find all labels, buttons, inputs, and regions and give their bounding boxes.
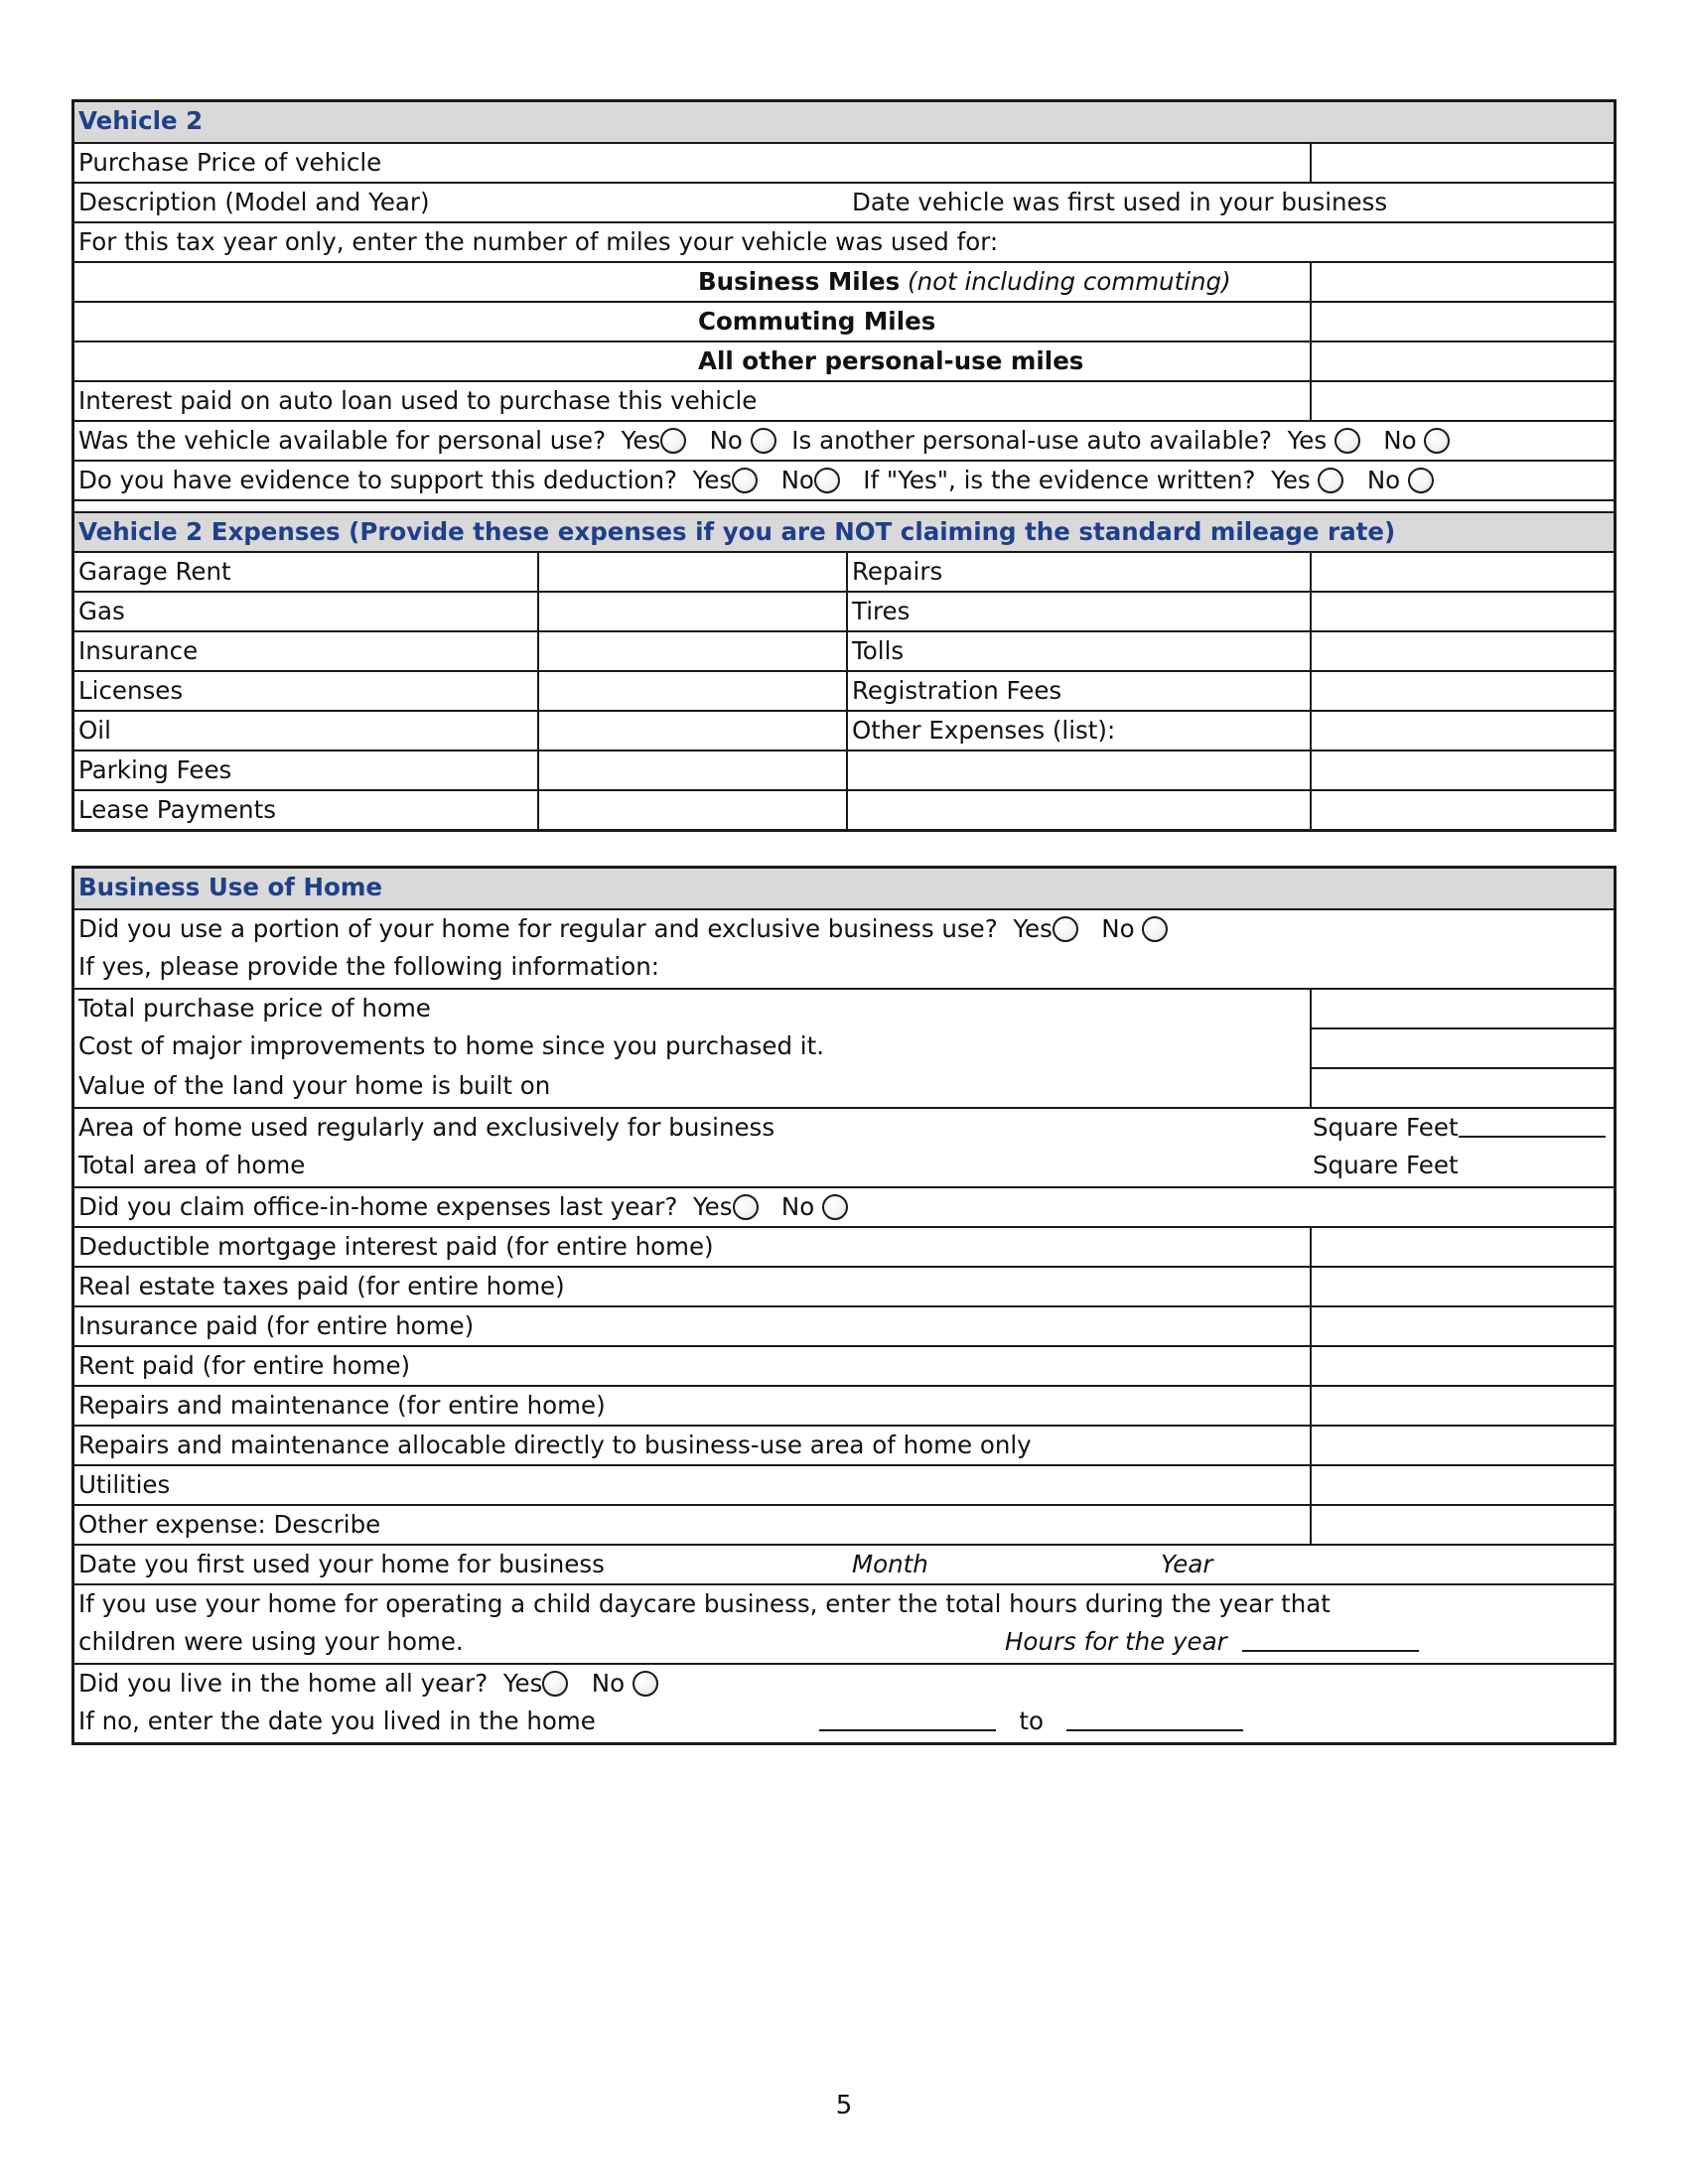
expense-row	[74, 551, 1614, 591]
live-all-year-yes-radio[interactable]	[542, 1671, 568, 1697]
home-expense-label: Rent paid (for entire home)	[78, 1351, 411, 1380]
expense-label-left: Parking Fees	[78, 755, 232, 784]
home-expense-field[interactable]	[1310, 1347, 1614, 1385]
area-total-label: Total area of home	[78, 1151, 306, 1179]
no-label: No	[1366, 466, 1401, 494]
expense-amount-left[interactable]	[537, 672, 848, 710]
daycare-row-2	[74, 1623, 1614, 1663]
vehicle2-header	[74, 102, 1614, 142]
written-yes-radio[interactable]	[1318, 468, 1343, 493]
business-miles-label: Business Miles	[698, 267, 901, 296]
expense-row	[74, 750, 1614, 789]
no-label: No	[591, 1669, 626, 1698]
expense-label-left: Lease Payments	[78, 795, 276, 824]
yes-label: Yes	[1013, 914, 1053, 943]
regular-use-no-radio[interactable]	[1142, 916, 1168, 942]
expense-label-right: Tires	[852, 597, 911, 625]
expense-row	[74, 710, 1614, 750]
expense-row	[74, 630, 1614, 670]
office-last-year-yes-radio[interactable]	[733, 1194, 759, 1220]
miles-intro-row	[74, 221, 1614, 261]
yes-label: Yes	[1271, 466, 1311, 494]
home-purchase-price-label: Total purchase price of home	[78, 994, 431, 1023]
month-label: Month	[852, 1550, 928, 1578]
written-no-radio[interactable]	[1408, 468, 1434, 493]
personal-use-row	[74, 420, 1614, 460]
home-section	[71, 866, 1617, 1745]
expense-amount-right[interactable]	[1310, 751, 1614, 789]
personal-miles-row	[74, 341, 1614, 380]
expense-row	[74, 591, 1614, 630]
home-expense-label: Utilities	[78, 1470, 171, 1499]
land-value-label: Value of the land your home is built on	[78, 1071, 551, 1100]
expenses-title: Vehicle 2 Expenses (Provide these expenses if you are NOT claiming the standard mileage rate)	[78, 517, 1396, 546]
home-expense-field[interactable]	[1310, 1506, 1614, 1544]
miles-intro-text: For this tax year only, enter the number of miles your vehicle was used for:	[78, 227, 999, 256]
expense-label-left: Oil	[78, 716, 111, 745]
expense-amount-right[interactable]	[1310, 632, 1614, 670]
live-all-year-no-radio[interactable]	[633, 1671, 658, 1697]
expense-label-left: Licenses	[78, 676, 184, 705]
no-label: No	[780, 1192, 815, 1221]
personal-use-question: Was the vehicle available for personal use?	[78, 426, 607, 455]
expense-label-left: Garage Rent	[78, 557, 231, 586]
daycare-row-1	[74, 1583, 1614, 1623]
expense-amount-left[interactable]	[537, 593, 848, 630]
purchase-price-row	[74, 142, 1614, 182]
expense-label-right: Other Expenses (list):	[852, 716, 1116, 745]
home-expense-field[interactable]	[1310, 1307, 1614, 1345]
home-expense-label: Deductible mortgage interest paid (for entire home)	[78, 1232, 714, 1261]
expense-row	[74, 789, 1614, 829]
if-yes-text: If yes, please provide the following information:	[78, 952, 659, 981]
home-expense-label: Repairs and maintenance (for entire home)	[78, 1391, 606, 1420]
interest-paid-label: Interest paid on auto loan used to purchase this vehicle	[78, 386, 758, 415]
expense-label-left: Insurance	[78, 636, 199, 665]
spacer-row	[74, 499, 1614, 511]
home-header	[74, 869, 1614, 908]
home-expense-field[interactable]	[1310, 1427, 1614, 1464]
evidence-yes-radio[interactable]	[732, 468, 758, 493]
hours-label: Hours for the year	[1005, 1627, 1227, 1656]
expense-label-cell	[846, 593, 1312, 630]
daycare-text-1: If you use your home for operating a child daycare business, enter the total hours during the year that	[78, 1589, 1331, 1618]
another-auto-yes-radio[interactable]	[1335, 428, 1360, 454]
date-first-used-label: Date you first used your home for business	[78, 1550, 605, 1578]
interest-paid-field[interactable]	[1310, 382, 1614, 420]
office-last-year-row	[74, 1186, 1614, 1226]
evidence-row	[74, 460, 1614, 499]
expense-amount-left[interactable]	[537, 791, 848, 829]
date-to-field[interactable]	[1066, 1706, 1243, 1731]
vehicle2-section	[71, 99, 1617, 832]
if-no-dates-row	[74, 1703, 1614, 1742]
expense-amount-right[interactable]	[1310, 553, 1614, 591]
home-expense-label: Real estate taxes paid (for entire home)	[78, 1272, 565, 1300]
purchase-price-label: Purchase Price of vehicle	[78, 148, 382, 177]
commuting-miles-row	[74, 301, 1614, 341]
expense-amount-right[interactable]	[1310, 672, 1614, 710]
land-value-field[interactable]	[1310, 1067, 1614, 1107]
evidence-no-radio[interactable]	[814, 468, 840, 493]
expense-amount-left[interactable]	[537, 751, 848, 789]
expense-amount-left[interactable]	[537, 553, 848, 591]
area-business-field[interactable]	[1459, 1112, 1606, 1138]
home-expense-row	[74, 1345, 1614, 1385]
area-total-row	[74, 1147, 1614, 1186]
regular-use-question: Did you use a portion of your home for regular and exclusive business use?	[78, 914, 998, 943]
expense-label-cell	[846, 553, 1312, 591]
written-question: If "Yes", is the evidence written?	[863, 466, 1256, 494]
home-expense-label: Other expense: Describe	[78, 1510, 381, 1539]
expense-amount-right[interactable]	[1310, 593, 1614, 630]
home-expense-row	[74, 1385, 1614, 1425]
purchase-price-field[interactable]	[1310, 144, 1614, 182]
home-expense-row	[74, 1305, 1614, 1345]
expense-amount-right[interactable]	[1310, 712, 1614, 750]
page-number: 5	[835, 2091, 853, 2120]
land-value-row	[74, 1067, 1614, 1107]
no-label: No	[1101, 914, 1135, 943]
expense-label-left: Gas	[78, 597, 125, 625]
expense-label-right: Registration Fees	[852, 676, 1062, 705]
another-auto-no-radio[interactable]	[1424, 428, 1450, 454]
square-feet-label: Square Feet	[1313, 1151, 1459, 1179]
personal-miles-field[interactable]	[1310, 342, 1614, 380]
no-label: No	[709, 426, 743, 455]
business-miles-field[interactable]	[1310, 263, 1614, 301]
home-expense-label: Insurance paid (for entire home)	[78, 1311, 475, 1340]
expense-label-right: Tolls	[852, 636, 905, 665]
yes-label: Yes	[692, 466, 733, 494]
expense-amount-left[interactable]	[537, 632, 848, 670]
business-miles-row	[74, 261, 1614, 301]
if-no-dates-label: If no, enter the date you lived in the home	[78, 1706, 596, 1735]
date-first-used-label: Date vehicle was first used in your business	[852, 188, 1388, 216]
home-expense-row	[74, 1266, 1614, 1305]
live-all-year-row	[74, 1663, 1614, 1703]
evidence-question: Do you have evidence to support this deduction?	[78, 466, 678, 494]
daycare-text-2: children were using your home.	[78, 1627, 464, 1656]
home-expense-row	[74, 1464, 1614, 1504]
home-title: Business Use of Home	[78, 873, 382, 901]
home-expense-field[interactable]	[1310, 1228, 1614, 1266]
yes-label: Yes	[1287, 426, 1328, 455]
personal-use-yes-radio[interactable]	[660, 428, 686, 454]
home-expense-field[interactable]	[1310, 1387, 1614, 1425]
business-miles-note: (not including commuting)	[908, 267, 1231, 296]
office-last-year-no-radio[interactable]	[822, 1194, 848, 1220]
description-row	[74, 182, 1614, 221]
date-first-used-row	[74, 1544, 1614, 1583]
vehicle2-title: Vehicle 2	[78, 106, 204, 135]
home-expense-row	[74, 1226, 1614, 1266]
another-auto-question: Is another personal-use auto available?	[791, 426, 1272, 455]
improvements-field[interactable]	[1310, 1027, 1614, 1067]
home-expense-label: Repairs and maintenance allocable directly to business-use area of home only	[78, 1431, 1032, 1459]
live-all-year-question: Did you live in the home all year?	[78, 1669, 489, 1698]
yes-label: Yes	[502, 1669, 543, 1698]
year-label: Year	[1161, 1550, 1213, 1578]
no-label: No	[1383, 426, 1417, 455]
area-business-label: Area of home used regularly and exclusively for business	[78, 1113, 775, 1142]
expense-label-cell	[846, 712, 1312, 750]
yes-label: Yes	[692, 1192, 733, 1221]
office-last-year-question: Did you claim office-in-home expenses last year?	[78, 1192, 678, 1221]
other-expense-field[interactable]	[846, 751, 1312, 789]
expense-label-cell	[846, 672, 1312, 710]
expense-amount-left[interactable]	[537, 712, 848, 750]
yes-label: Yes	[621, 426, 661, 455]
if-yes-row	[74, 948, 1614, 988]
home-expense-row	[74, 1504, 1614, 1544]
home-expense-field[interactable]	[1310, 1466, 1614, 1504]
commuting-miles-field[interactable]	[1310, 303, 1614, 341]
home-purchase-price-field[interactable]	[1310, 990, 1614, 1027]
personal-miles-label: All other personal-use miles	[698, 346, 1084, 375]
to-label: to	[1019, 1706, 1044, 1735]
expense-label-cell	[846, 632, 1312, 670]
expenses-header	[74, 511, 1614, 551]
hours-field[interactable]	[1242, 1626, 1419, 1652]
home-purchase-price-row	[74, 988, 1614, 1027]
description-label: Description (Model and Year)	[78, 188, 430, 216]
improvements-label: Cost of major improvements to home since you purchased it.	[78, 1031, 825, 1060]
expense-amount-right[interactable]	[1310, 791, 1614, 829]
date-from-field[interactable]	[819, 1706, 996, 1731]
commuting-miles-label: Commuting Miles	[698, 307, 936, 336]
regular-use-row	[74, 908, 1614, 948]
interest-paid-row	[74, 380, 1614, 420]
square-feet-label: Square Feet	[1313, 1113, 1459, 1142]
home-expense-field[interactable]	[1310, 1268, 1614, 1305]
improvements-row	[74, 1027, 1614, 1067]
regular-use-yes-radio[interactable]	[1053, 916, 1078, 942]
other-expense-field[interactable]	[846, 791, 1312, 829]
personal-use-no-radio[interactable]	[751, 428, 776, 454]
expense-label-right: Repairs	[852, 557, 943, 586]
home-expense-row	[74, 1425, 1614, 1464]
area-business-row	[74, 1107, 1614, 1147]
no-label: No	[780, 466, 814, 494]
expense-row	[74, 670, 1614, 710]
